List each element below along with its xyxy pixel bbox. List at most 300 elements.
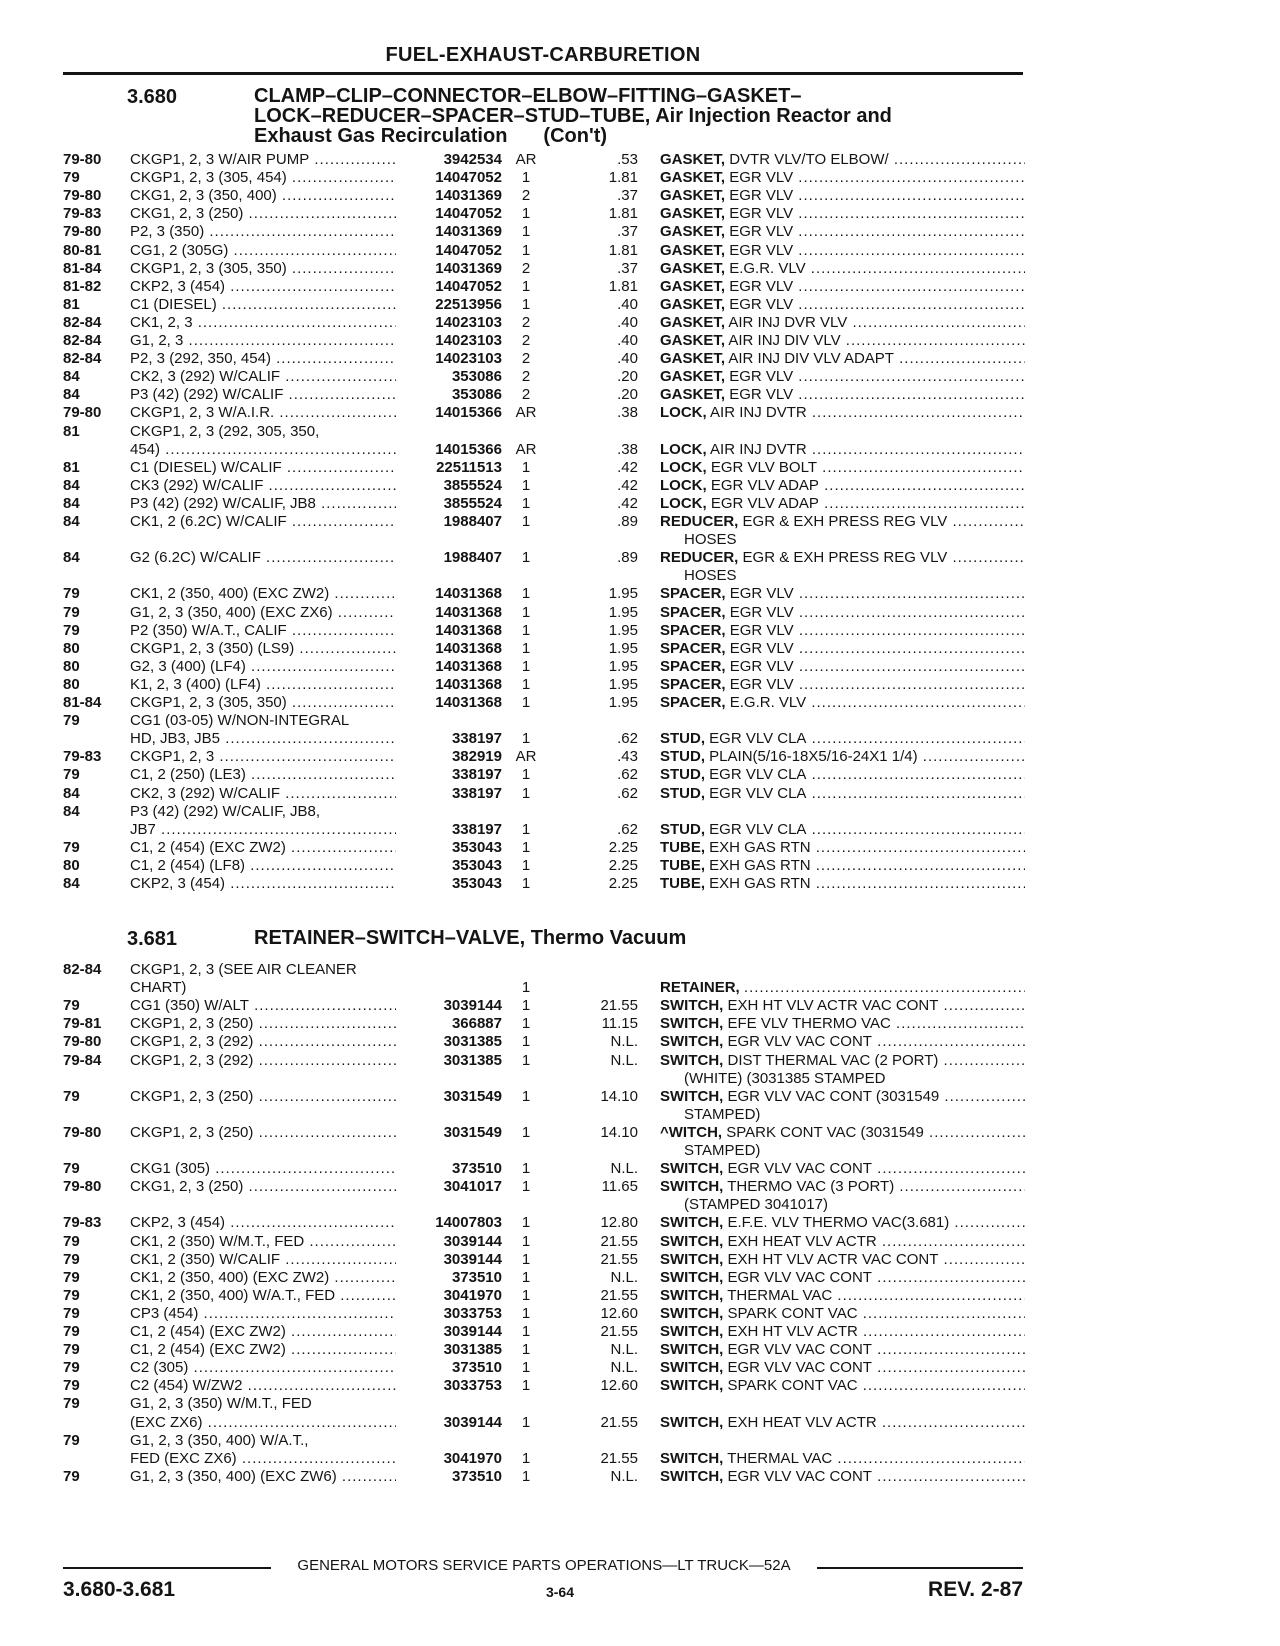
row-part-number: 3033753 (443, 1377, 502, 1395)
table-row (0, 874, 1280, 893)
row-quantity: 1 (521, 621, 531, 639)
row-description (660, 476, 1025, 495)
row-description (660, 1340, 1025, 1359)
row-description-text: EGR VLV (729, 295, 794, 313)
row-quantity: 1 (521, 603, 531, 621)
row-quantity: 1 (521, 241, 531, 259)
table-row (0, 1358, 1280, 1377)
row-years: 84 (63, 494, 80, 512)
row-part-number: 353043 (451, 856, 502, 874)
table-row (0, 259, 1280, 278)
row-description-name: SWITCH, (660, 1051, 724, 1069)
row-part-number: 14047052 (435, 241, 502, 259)
row-part-number: 3031385 (443, 1341, 502, 1359)
row-quantity: 1 (521, 766, 531, 784)
row-years: 79 (63, 1377, 80, 1395)
row-description-name: TUBE, (660, 856, 705, 874)
row-description-name: SWITCH, (660, 997, 724, 1015)
row-description (660, 603, 1025, 622)
table-row (0, 1195, 1280, 1214)
row-description-name: SWITCH, (660, 1377, 724, 1395)
row-quantity: 1 (521, 730, 531, 748)
row-price: 11.65 (601, 1178, 638, 1196)
row-description-name: SWITCH, (660, 1286, 724, 1304)
row-part-number: 382919 (451, 748, 502, 766)
row-model: G1, 2, 3 (350, 400) (EXC ZX6) ..... (130, 603, 396, 622)
row-description (660, 747, 1025, 766)
row-description-name: REDUCER, (660, 513, 739, 530)
row-model: C1, 2 (454) (LF8) ..... (130, 856, 396, 875)
row-description-name: SWITCH, (660, 1033, 724, 1051)
row-model: CKGP1, 2, 3 (292) ..... (130, 1032, 396, 1051)
row-quantity: 1 (521, 277, 531, 295)
row-description-text: SPARK CONT VAC (3031549 (726, 1123, 924, 1141)
row-years: 79-83 (63, 1214, 102, 1232)
row-price: .37 (617, 259, 638, 277)
table-row (0, 241, 1280, 260)
row-model: CKG1 (305) ..... (130, 1159, 396, 1178)
row-description-text: EGR VLV VAC CONT (727, 1268, 872, 1286)
row-years: 79-84 (63, 1051, 102, 1069)
row-price: .40 (617, 295, 638, 313)
row-years: 79 (63, 1323, 80, 1340)
row-years: 79-80 (63, 223, 102, 241)
row-part-number: 366887 (451, 1015, 502, 1033)
table-row (0, 693, 1280, 712)
table-row (0, 494, 1280, 513)
row-part-number: 3041970 (443, 1286, 502, 1304)
row-model: G2, 3 (400) (LF4) ..... (130, 657, 396, 676)
row-model: CK1, 2 (6.2C) W/CALIF ..... (130, 512, 396, 531)
row-description (660, 978, 1025, 997)
row-model: G1, 2, 3 (350, 400) (EXC ZW6) ..... (130, 1467, 396, 1486)
section-title-3680-cont: (Con't) (543, 125, 608, 147)
row-price: .62 (617, 766, 638, 784)
row-description (660, 512, 1025, 531)
row-years: 80 (63, 639, 80, 657)
row-part-number: 3039144 (443, 1250, 502, 1268)
row-price: 21.55 (600, 1323, 638, 1340)
table-row (0, 440, 1280, 459)
row-description (660, 639, 1025, 658)
table-row (0, 1268, 1280, 1287)
row-quantity: 1 (521, 1413, 531, 1431)
row-price: 12.60 (600, 1304, 638, 1322)
row-price: .38 (617, 404, 638, 422)
row-years: 79 (63, 1341, 80, 1359)
row-quantity: 1 (521, 694, 531, 711)
row-description-text: DIST THERMAL VAC (2 PORT) (727, 1051, 939, 1069)
table-row (0, 295, 1280, 314)
row-quantity: 1 (521, 1341, 531, 1359)
row-description (660, 675, 1025, 694)
row-years: 79-80 (63, 151, 102, 168)
table-row (0, 960, 1280, 979)
row-part-number: 353086 (451, 386, 502, 404)
row-price: 1.95 (608, 585, 638, 603)
row-description-name: SWITCH, (660, 1413, 724, 1431)
table-row (0, 566, 1280, 585)
row-price: 1.81 (608, 277, 638, 295)
row-part-number: 14031368 (435, 657, 502, 675)
row-years: 79 (63, 766, 80, 784)
row-description-name: TUBE, (660, 838, 705, 856)
row-quantity: 1 (521, 1304, 531, 1322)
row-description-text: AIR INJ DIV VLV ADAPT (728, 350, 894, 368)
row-part-number: 3855524 (443, 476, 502, 494)
table-row (0, 603, 1280, 622)
row-description-text: EGR VLV (729, 386, 794, 404)
row-description-text: EGR VLV (729, 187, 794, 205)
row-part-number: 373510 (451, 1160, 502, 1178)
row-description-name: SPACER, (660, 694, 726, 711)
row-description (660, 621, 1025, 640)
row-years: 84 (63, 875, 80, 892)
row-years: 79 (63, 603, 80, 621)
row-description (684, 566, 1049, 585)
row-price: 11.15 (601, 1015, 638, 1033)
row-quantity: 1 (521, 1232, 531, 1250)
row-part-number: 1988407 (443, 513, 502, 530)
row-years: 80 (63, 657, 80, 675)
table-row (0, 820, 1280, 839)
row-quantity: 1 (521, 1268, 531, 1286)
row-model: 454) ..... (130, 440, 396, 459)
row-description-text: E.F.E. VLV THERMO VAC(3.681) (727, 1214, 950, 1232)
row-years: 79-80 (63, 404, 102, 422)
row-price: 21.55 (600, 1449, 638, 1467)
row-description-text: EXH HEAT VLV ACTR (727, 1413, 877, 1431)
row-quantity: 2 (521, 332, 531, 349)
row-part-number: 373510 (451, 1467, 502, 1485)
row-quantity: AR (515, 440, 537, 458)
row-description-name: SWITCH, (660, 1341, 724, 1359)
row-quantity: 1 (521, 549, 531, 567)
footer-publisher: GENERAL MOTORS SERVICE PARTS OPERATIONS—LT TRUCK—52A (297, 1557, 791, 1574)
row-description (660, 295, 1025, 314)
row-years: 79 (63, 1160, 80, 1178)
row-part-number: 3039144 (443, 1413, 502, 1431)
row-description-text: E.G.R. VLV (729, 259, 806, 277)
row-model: CK2, 3 (292) W/CALIF ..... (130, 784, 396, 803)
row-quantity: 2 (521, 368, 531, 386)
row-description (660, 1250, 1025, 1269)
row-quantity: 1 (521, 784, 531, 802)
row-price: 12.80 (600, 1214, 638, 1232)
row-description (660, 403, 1025, 422)
row-description-text: AIR INJ DVTR (710, 404, 807, 422)
row-years: 79 (63, 585, 80, 603)
row-description-text: EXH GAS RTN (709, 856, 811, 874)
row-description (660, 1304, 1025, 1323)
row-price: .40 (617, 332, 638, 349)
row-years: 84 (63, 549, 80, 567)
row-description (660, 820, 1025, 839)
table-row (0, 1105, 1280, 1124)
footer-section-range: 3.680-3.681 (63, 1578, 176, 1601)
row-description-name: SWITCH, (660, 1160, 724, 1178)
row-description-name: STUD, (660, 730, 705, 748)
table-row (0, 1467, 1280, 1486)
row-description (660, 241, 1025, 260)
row-model: P3 (42) (292) W/CALIF, JB8 ..... (130, 494, 396, 513)
row-quantity: 1 (521, 1033, 531, 1051)
row-price: N.L. (610, 1268, 638, 1286)
row-description-name: SPACER, (660, 675, 726, 693)
row-price: .42 (617, 494, 638, 512)
row-model: CK1, 2, 3 ..... (130, 313, 396, 332)
table-row (0, 1376, 1280, 1395)
row-description-name: SWITCH, (660, 1467, 724, 1485)
row-part-number: 14031368 (435, 675, 502, 693)
row-model: G1, 2, 3 ..... (130, 331, 396, 350)
row-years: 79-81 (63, 1015, 102, 1033)
row-years: 81-84 (63, 694, 102, 711)
table-row (0, 150, 1280, 169)
row-description-text: EGR VLV (729, 639, 794, 657)
table-row (0, 1213, 1280, 1232)
table-row (0, 277, 1280, 296)
row-quantity: 1 (521, 1087, 531, 1105)
row-years: 79 (63, 1087, 80, 1105)
row-description-text: EGR VLV CLA (709, 766, 807, 784)
row-quantity: 1 (521, 820, 531, 838)
row-years: 79 (63, 1431, 80, 1449)
row-quantity: 1 (521, 1214, 531, 1232)
row-description-name: TUBE, (660, 875, 705, 892)
row-description (660, 186, 1025, 205)
row-description-text: EGR VLV VAC CONT (727, 1341, 872, 1359)
section-title-3681-rest: Thermo Vacuum (530, 927, 687, 949)
row-years: 81 (63, 422, 80, 440)
table-row (0, 403, 1280, 422)
table-row (0, 512, 1280, 531)
row-quantity: 2 (521, 259, 531, 277)
row-price: 1.95 (608, 621, 638, 639)
table-row (0, 168, 1280, 187)
table-row (0, 711, 1280, 730)
row-part-number: 3031385 (443, 1051, 502, 1069)
table-row (0, 1141, 1280, 1160)
table-row (0, 1123, 1280, 1142)
row-part-number: 1988407 (443, 549, 502, 567)
row-description-name: GASKET, (660, 368, 726, 386)
table-row (0, 186, 1280, 205)
row-price: N.L. (610, 1359, 638, 1377)
row-model: CKG1, 2, 3 (250) ..... (130, 1177, 396, 1196)
row-model: (EXC ZX6) ..... (130, 1413, 396, 1432)
row-model: CKGP1, 2, 3 (292, 305, 350, (130, 422, 320, 440)
row-part-number: 14031368 (435, 585, 502, 603)
row-model: FED (EXC ZX6) ..... (130, 1449, 396, 1468)
row-description-name: LOCK, (660, 404, 707, 422)
row-model: G1, 2, 3 (350, 400) W/A.T., (130, 1431, 309, 1449)
row-part-number: 3031385 (443, 1033, 502, 1051)
row-model: C2 (454) W/ZW2 ..... (130, 1376, 396, 1395)
row-description-text: EGR VLV VAC CONT (727, 1160, 872, 1178)
row-description-name: STUD, (660, 820, 705, 838)
row-quantity: 2 (521, 350, 531, 368)
row-quantity: 1 (521, 1051, 531, 1069)
table-row (0, 476, 1280, 495)
row-description (660, 1376, 1025, 1395)
row-model: HD, JB3, JB5 ..... (130, 729, 396, 748)
row-description-text: HOSES (684, 531, 737, 549)
row-model: CG1, 2 (305G) ..... (130, 241, 396, 260)
table-row (0, 996, 1280, 1015)
page-header-title: FUEL-EXHAUST-CARBURETION (385, 44, 701, 66)
row-part-number: 338197 (451, 820, 502, 838)
row-price: .62 (617, 820, 638, 838)
row-description-name: STUD, (660, 766, 705, 784)
table-row (0, 204, 1280, 223)
row-part-number: 22513956 (435, 295, 502, 313)
row-years: 79-83 (63, 748, 102, 766)
row-model: P3 (42) (292) W/CALIF, JB8, (130, 802, 321, 820)
row-model: P3 (42) (292) W/CALIF ..... (130, 385, 396, 404)
row-price: .42 (617, 476, 638, 494)
row-description (660, 313, 1025, 332)
row-description (660, 222, 1025, 241)
row-description-text: EGR VLV (729, 241, 794, 259)
row-quantity: 1 (521, 979, 531, 997)
row-description (660, 1413, 1025, 1432)
row-price: N.L. (610, 1051, 638, 1069)
row-description (684, 1141, 1049, 1160)
table-row (0, 1449, 1280, 1468)
row-model: P2, 3 (292, 350, 454) ..... (130, 349, 396, 368)
row-price: .62 (617, 730, 638, 748)
row-years: 79 (63, 1250, 80, 1268)
row-description (660, 1268, 1025, 1287)
row-description-text: EGR VLV VAC CONT (3031549 (727, 1087, 940, 1105)
row-description (660, 996, 1025, 1015)
row-description-name: GASKET, (660, 187, 726, 205)
row-model: C1, 2 (454) (EXC ZW2) ..... (130, 1340, 396, 1359)
row-price: 1.95 (608, 639, 638, 657)
row-quantity: 1 (521, 657, 531, 675)
row-price: 1.95 (608, 694, 638, 711)
row-price: .62 (617, 784, 638, 802)
row-description-text: SPARK CONT VAC (727, 1377, 858, 1395)
row-model: CKGP1, 2, 3 ..... (130, 747, 396, 766)
row-model: CKG1, 2, 3 (350, 400) ..... (130, 186, 396, 205)
row-quantity: 1 (521, 1286, 531, 1304)
row-price: 1.95 (608, 603, 638, 621)
row-quantity: 1 (521, 875, 531, 892)
row-model: CKGP1, 2, 3 W/AIR PUMP ..... (130, 150, 396, 169)
row-years: 79 (63, 1359, 80, 1377)
row-description-name: GASKET, (660, 313, 726, 331)
row-model: CKGP1, 2, 3 (305, 350) ..... (130, 259, 396, 278)
row-model: CKGP1, 2, 3 (350) (LS9) ..... (130, 639, 396, 658)
row-years: 79 (63, 1304, 80, 1322)
row-model: C1 (DIESEL) ..... (130, 295, 396, 314)
row-description (660, 458, 1025, 477)
row-description-name: SWITCH, (660, 1304, 724, 1322)
row-quantity: 1 (521, 1250, 531, 1268)
row-part-number: 3855524 (443, 494, 502, 512)
row-description-text: AIR INJ DVTR (710, 440, 807, 458)
row-quantity: 1 (521, 1160, 531, 1178)
row-quantity: 1 (521, 458, 531, 476)
row-description-name: LOCK, (660, 440, 707, 458)
row-part-number: 3039144 (443, 997, 502, 1015)
row-model: CG1 (03-05) W/NON-INTEGRAL (130, 712, 350, 730)
row-price: .40 (617, 350, 638, 368)
row-price: 21.55 (600, 1413, 638, 1431)
row-price: 1.81 (608, 205, 638, 223)
row-part-number: 338197 (451, 784, 502, 802)
row-description-text: EXH GAS RTN (709, 838, 811, 856)
row-model: CK3 (292) W/CALIF ..... (130, 476, 396, 495)
row-description-name: SWITCH, (660, 1178, 724, 1196)
table-row (0, 802, 1280, 821)
row-price: 2.25 (608, 856, 638, 874)
row-model: C1, 2 (250) (LE3) ..... (130, 765, 396, 784)
row-years: 79-80 (63, 1178, 102, 1196)
table-row (0, 331, 1280, 350)
row-description (660, 367, 1025, 386)
row-price: 21.55 (600, 997, 638, 1015)
table-row (0, 458, 1280, 477)
row-part-number: 3041970 (443, 1449, 502, 1467)
row-description (684, 1195, 1049, 1214)
section-title-3680-line2-bold: LOCK–REDUCER–SPACER–STUD–TUBE, (254, 105, 651, 127)
row-description-name: ^WITCH, (660, 1123, 723, 1141)
section-title-3681-bold: RETAINER–SWITCH–VALVE, (254, 927, 526, 949)
row-price: .38 (617, 440, 638, 458)
table-row (0, 313, 1280, 332)
row-description-name: SWITCH, (660, 1015, 724, 1033)
row-model: CKGP1, 2, 3 (SEE AIR CLEANER (130, 961, 357, 978)
row-description-name: LOCK, (660, 494, 707, 512)
row-description-name: GASKET, (660, 386, 726, 404)
row-price: .89 (617, 549, 638, 567)
row-description-text: EGR VLV ADAP (710, 494, 819, 512)
row-model: G2 (6.2C) W/CALIF ..... (130, 548, 396, 567)
row-price: 14.10 (600, 1087, 638, 1105)
row-description-text: AIR INJ DIV VLV (728, 332, 841, 349)
row-description-text: EGR VLV BOLT (710, 458, 817, 476)
row-model: P2, 3 (350) ..... (130, 222, 396, 241)
table-row (0, 1051, 1280, 1070)
row-description-name: SWITCH, (660, 1214, 724, 1232)
row-part-number: 14031369 (435, 187, 502, 205)
row-part-number: 3031549 (443, 1087, 502, 1105)
row-description (660, 277, 1025, 296)
row-price: .43 (617, 748, 638, 766)
row-model: CKGP1, 2, 3 (305, 350) ..... (130, 693, 396, 712)
row-description (660, 1286, 1025, 1305)
row-description (660, 1449, 1025, 1468)
table-row (0, 1431, 1280, 1450)
row-quantity: 1 (521, 295, 531, 313)
row-description-text: DVTR VLV/TO ELBOW/ (729, 151, 889, 168)
row-description (660, 874, 1025, 893)
row-years: 82-84 (63, 332, 102, 349)
row-description (660, 838, 1025, 857)
row-description-text: EXH HT VLV ACTR (727, 1323, 858, 1340)
row-description-name: SPACER, (660, 603, 726, 621)
row-quantity: 1 (521, 476, 531, 494)
row-description-text: EGR VLV VAC CONT (727, 1467, 872, 1485)
row-description (660, 1159, 1025, 1178)
row-description-text: EGR VLV ADAP (710, 476, 819, 494)
row-quantity: 1 (521, 1178, 531, 1196)
row-description-name: SWITCH, (660, 1323, 724, 1340)
table-row (0, 1286, 1280, 1305)
